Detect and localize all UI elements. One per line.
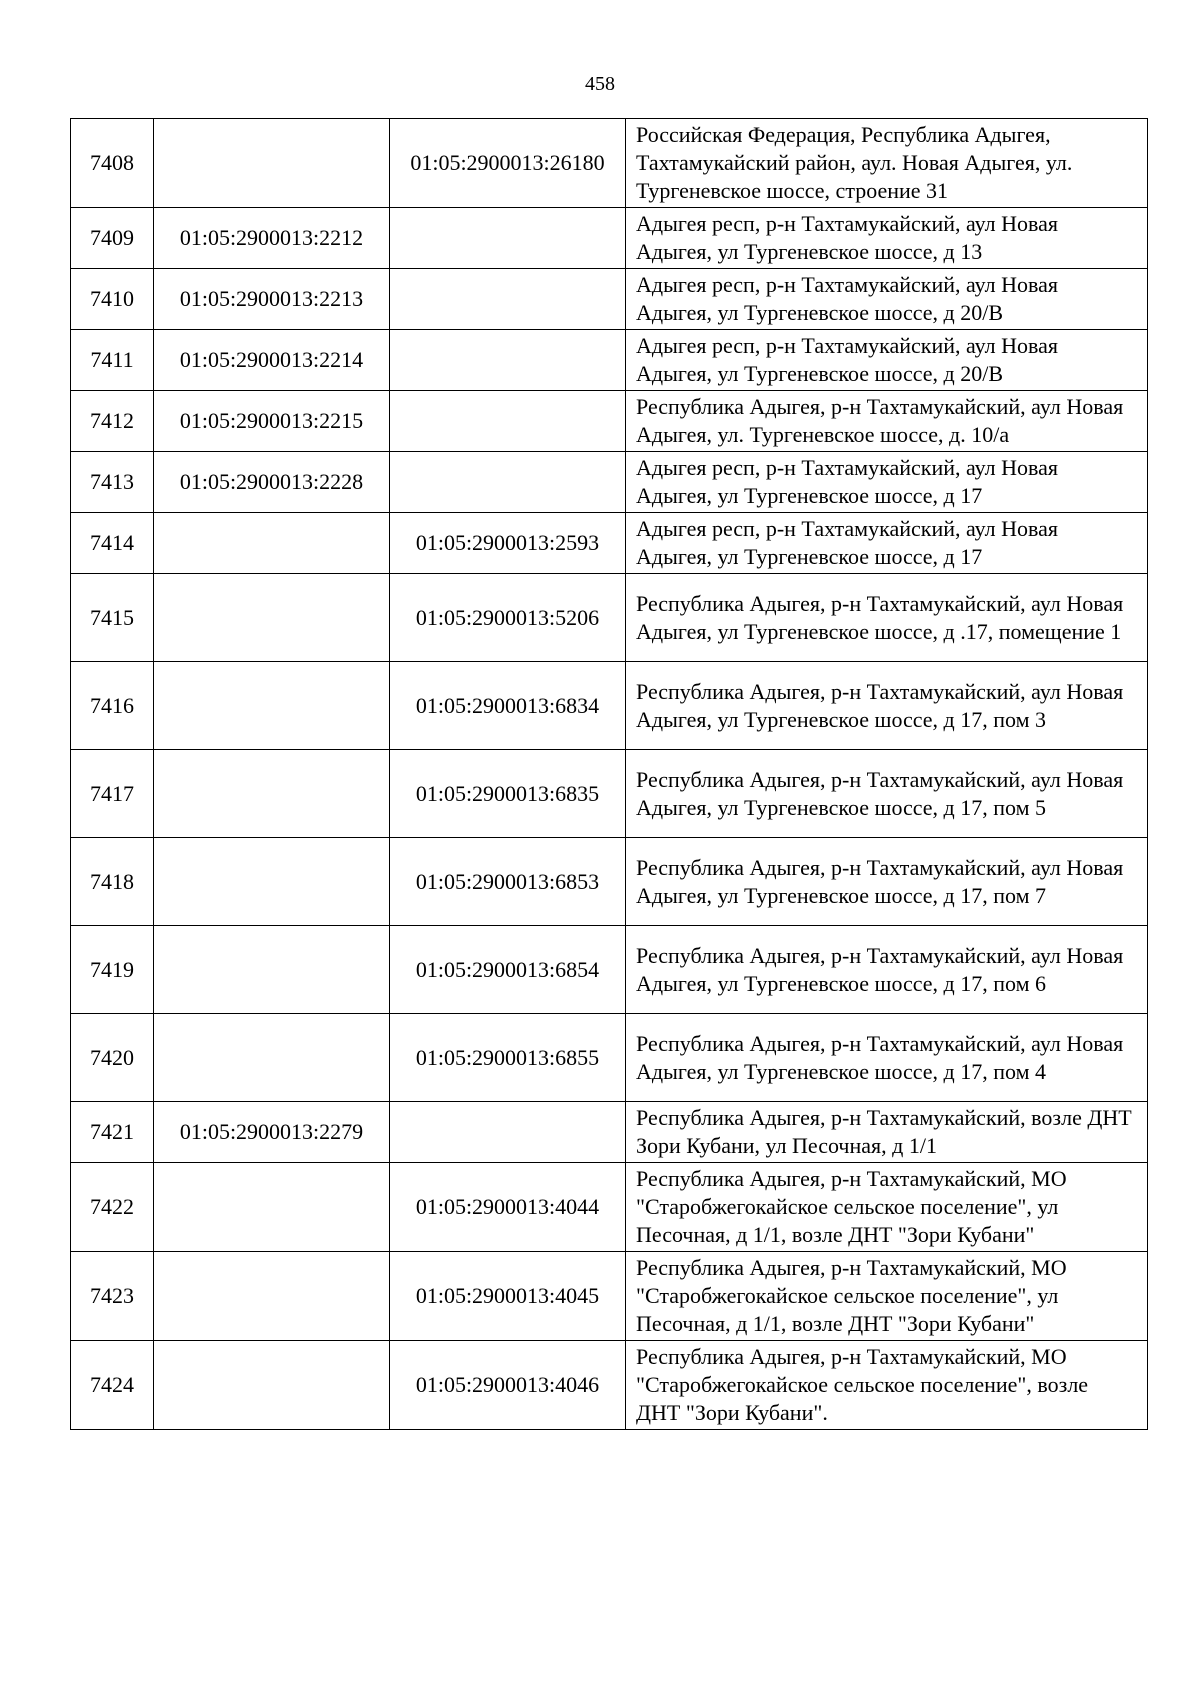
land-cadastral-cell [154, 574, 390, 662]
address-cell: Республика Адыгея, р-н Тахтамукайский, МО "Старобжегокайское сельское поселение", ул Песочная, д 1/1, возле ДНТ "Зори Кубани" [626, 1252, 1148, 1341]
page-number: 458 [585, 73, 615, 95]
building-cadastral-cell: 01:05:2900013:5206 [390, 574, 626, 662]
land-cadastral-cell: 01:05:2900013:2215 [154, 391, 390, 452]
table-row [71, 1341, 1148, 1430]
row-number-cell: 7419 [71, 926, 154, 1014]
building-cadastral-cell: 01:05:2900013:6854 [390, 926, 626, 1014]
row-number-cell: 7424 [71, 1341, 154, 1430]
building-cadastral-cell [390, 269, 626, 330]
row-number-cell: 7408 [71, 119, 154, 208]
row-number-cell: 7423 [71, 1252, 154, 1341]
land-cadastral-cell [154, 1163, 390, 1252]
table-row [71, 838, 1148, 926]
building-cadastral-cell: 01:05:2900013:4046 [390, 1341, 626, 1430]
row-number-cell: 7412 [71, 391, 154, 452]
address-cell: Республика Адыгея, р-н Тахтамукайский, МО "Старобжегокайское сельское поселение", ул Песочная, д 1/1, возле ДНТ "Зори Кубани" [626, 1163, 1148, 1252]
address-cell: Республика Адыгея, р-н Тахтамукайский, аул Новая Адыгея, ул Тургеневское шоссе, д .17, помещение 1 [626, 574, 1148, 662]
building-cadastral-cell [390, 452, 626, 513]
table-row [71, 574, 1148, 662]
table-row [71, 926, 1148, 1014]
table-row [71, 452, 1148, 513]
land-cadastral-cell [154, 662, 390, 750]
row-number-cell: 7415 [71, 574, 154, 662]
building-cadastral-cell: 01:05:2900013:4044 [390, 1163, 626, 1252]
land-cadastral-cell [154, 119, 390, 208]
row-number-cell: 7418 [71, 838, 154, 926]
building-cadastral-cell: 01:05:2900013:4045 [390, 1252, 626, 1341]
table-row [71, 330, 1148, 391]
building-cadastral-cell [390, 330, 626, 391]
land-cadastral-cell: 01:05:2900013:2279 [154, 1102, 390, 1163]
building-cadastral-cell: 01:05:2900013:26180 [390, 119, 626, 208]
building-cadastral-cell: 01:05:2900013:6835 [390, 750, 626, 838]
land-cadastral-cell: 01:05:2900013:2212 [154, 208, 390, 269]
address-cell: Республика Адыгея, р-н Тахтамукайский, аул Новая Адыгея, ул Тургеневское шоссе, д 17, пом 5 [626, 750, 1148, 838]
building-cadastral-cell: 01:05:2900013:6853 [390, 838, 626, 926]
table-row [71, 1014, 1148, 1102]
table-row [71, 1163, 1148, 1252]
address-cell: Адыгея респ, р-н Тахтамукайский, аул Новая Адыгея, ул Тургеневское шоссе, д 13 [626, 208, 1148, 269]
row-number-cell: 7411 [71, 330, 154, 391]
table-row [71, 1102, 1148, 1163]
land-cadastral-cell [154, 1252, 390, 1341]
row-number-cell: 7417 [71, 750, 154, 838]
building-cadastral-cell: 01:05:2900013:6855 [390, 1014, 626, 1102]
address-cell: Российская Федерация, Республика Адыгея, Тахтамукайский район, аул. Новая Адыгея, ул. Тургеневское шоссе, строение 31 [626, 119, 1148, 208]
row-number-cell: 7416 [71, 662, 154, 750]
address-cell: Адыгея респ, р-н Тахтамукайский, аул Новая Адыгея, ул Тургеневское шоссе, д 17 [626, 452, 1148, 513]
row-number-cell: 7410 [71, 269, 154, 330]
address-cell: Республика Адыгея, р-н Тахтамукайский, аул Новая Адыгея, ул Тургеневское шоссе, д 17, пом 3 [626, 662, 1148, 750]
building-cadastral-cell [390, 208, 626, 269]
land-cadastral-cell: 01:05:2900013:2228 [154, 452, 390, 513]
table-row [71, 1252, 1148, 1341]
address-cell: Адыгея респ, р-н Тахтамукайский, аул Новая Адыгея, ул Тургеневское шоссе, д 20/В [626, 269, 1148, 330]
address-cell: Адыгея респ, р-н Тахтамукайский, аул Новая Адыгея, ул Тургеневское шоссе, д 20/В [626, 330, 1148, 391]
table-row [71, 391, 1148, 452]
table-row [71, 119, 1148, 208]
building-cadastral-cell [390, 1102, 626, 1163]
building-cadastral-cell [390, 391, 626, 452]
land-cadastral-cell: 01:05:2900013:2213 [154, 269, 390, 330]
address-cell: Республика Адыгея, р-н Тахтамукайский, МО "Старобжегокайское сельское поселение", возле ДНТ "Зори Кубани". [626, 1341, 1148, 1430]
land-cadastral-cell [154, 513, 390, 574]
land-cadastral-cell [154, 926, 390, 1014]
row-number-cell: 7409 [71, 208, 154, 269]
registry-table [70, 118, 1148, 1430]
land-cadastral-cell [154, 1014, 390, 1102]
table-row [71, 750, 1148, 838]
registry-table-body [71, 119, 1148, 1430]
building-cadastral-cell: 01:05:2900013:2593 [390, 513, 626, 574]
land-cadastral-cell: 01:05:2900013:2214 [154, 330, 390, 391]
row-number-cell: 7414 [71, 513, 154, 574]
row-number-cell: 7413 [71, 452, 154, 513]
land-cadastral-cell [154, 1341, 390, 1430]
address-cell: Республика Адыгея, р-н Тахтамукайский, аул Новая Адыгея, ул. Тургеневское шоссе, д. 10/а [626, 391, 1148, 452]
address-cell: Адыгея респ, р-н Тахтамукайский, аул Новая Адыгея, ул Тургеневское шоссе, д 17 [626, 513, 1148, 574]
row-number-cell: 7422 [71, 1163, 154, 1252]
building-cadastral-cell: 01:05:2900013:6834 [390, 662, 626, 750]
table-row [71, 662, 1148, 750]
table-row [71, 208, 1148, 269]
address-cell: Республика Адыгея, р-н Тахтамукайский, аул Новая Адыгея, ул Тургеневское шоссе, д 17, пом 4 [626, 1014, 1148, 1102]
address-cell: Республика Адыгея, р-н Тахтамукайский, аул Новая Адыгея, ул Тургеневское шоссе, д 17, пом 6 [626, 926, 1148, 1014]
table-row [71, 269, 1148, 330]
row-number-cell: 7421 [71, 1102, 154, 1163]
land-cadastral-cell [154, 838, 390, 926]
table-row [71, 513, 1148, 574]
address-cell: Республика Адыгея, р-н Тахтамукайский, аул Новая Адыгея, ул Тургеневское шоссе, д 17, пом 7 [626, 838, 1148, 926]
row-number-cell: 7420 [71, 1014, 154, 1102]
land-cadastral-cell [154, 750, 390, 838]
address-cell: Республика Адыгея, р-н Тахтамукайский, возле ДНТ Зори Кубани, ул Песочная, д 1/1 [626, 1102, 1148, 1163]
